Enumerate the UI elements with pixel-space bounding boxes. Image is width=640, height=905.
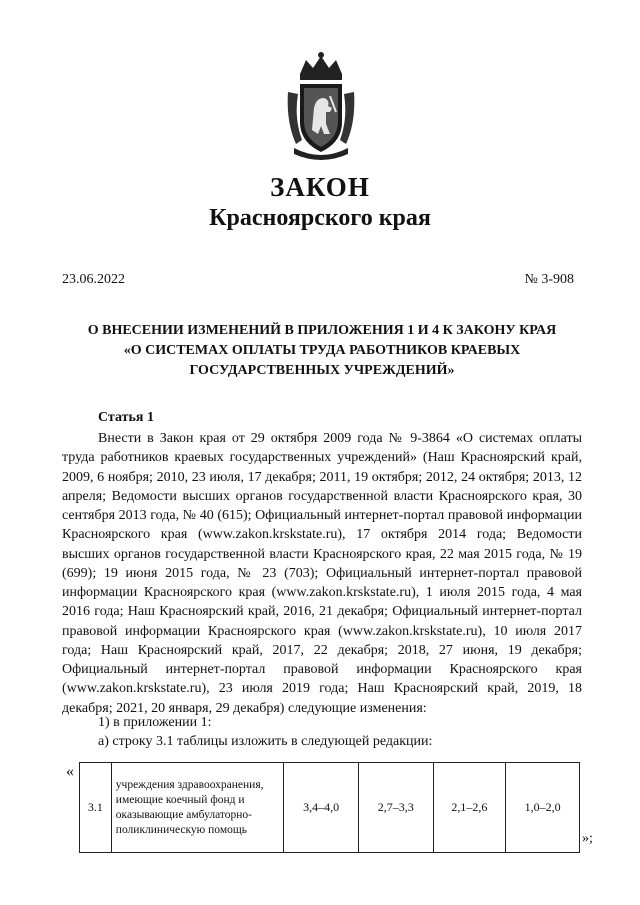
article-body (62, 429, 582, 718)
law-number: № 3-908 (524, 272, 574, 287)
law-title: ЗАКОН (270, 172, 370, 202)
row-value-3: 2,1–2,6 (433, 763, 506, 853)
rates-table (79, 762, 580, 853)
row-value-1: 3,4–4,0 (284, 763, 359, 853)
law-region-title: Красноярского края (209, 205, 431, 231)
list-item-1: 1) в приложении 1: (98, 715, 212, 730)
article-title: Статья 1 (98, 410, 154, 425)
row-description: учреждения здравоохранения, имеющие коечный фонд и оказывающие амбулаторно-поликлиническую помощь (111, 763, 284, 853)
law-heading (64, 321, 580, 381)
coat-of-arms-emblem (286, 52, 356, 162)
quote-close: »; (582, 831, 593, 846)
row-value-4: 1,0–2,0 (506, 763, 580, 853)
heading-line-3: ГОСУДАРСТВЕННЫХ УЧРЕЖДЕНИЙ» (189, 363, 455, 378)
table-row (80, 763, 580, 853)
list-item-a: а) строку 3.1 таблицы изложить в следующей редакции: (98, 734, 433, 749)
row-number: 3.1 (80, 763, 112, 853)
law-date: 23.06.2022 (62, 272, 125, 287)
article-paragraph: Внести в Закон края от 29 октября 2009 года № 9-3864 «О системах оплаты труда работников краевых государственных учреждений» (Наш Красноярский край, 2009, 6 ноября; 2010, 23 июля, 17 декабря; 2011, 19 октября; 2012, 24 октября; 2013, 12 апреля; Ведомости высших органов государственной власти Красноярского края, 30 сентября 2013 года, № 40 (615); Официальный интернет-портал правовой информации Красноярского края (www.zakon.krskstate.ru), 17 октября 2014 года; Ведомости высших органов государственной власти Красноярского края, 22 мая 2015 года, № 19 (699); 19 июня 2015 года, № 23 (703); Официальный интернет-портал правовой информации Красноярского края (www.zakon.krskstate.ru), 1 июля 2015 года, 4 мая 2016 года; Наш Красноярский край, 2016, 21 декабря; Официальный интернет-портал правовой информации Красноярского края (www.zakon.krskstate.ru), 10 июля 2017 года; Наш Красноярский край, 2017, 22 декабря; 2018, 27 июня, 19 декабря; Официальный интернет-портал правовой информации Красноярского края (www.zakon.krskstate.ru), 23 июля 2019 года; Наш Красноярский край, 2019, 18 декабря; 2021, 20 января, 29 декабря) следующие изменения: (62, 431, 582, 716)
quote-open: « (66, 763, 74, 780)
row-value-2: 2,7–3,3 (358, 763, 433, 853)
heading-line-2: «О СИСТЕМАХ ОПЛАТЫ ТРУДА РАБОТНИКОВ КРАЕВЫХ (123, 343, 521, 358)
heading-line-1: О ВНЕСЕНИИ ИЗМЕНЕНИЙ В ПРИЛОЖЕНИЯ 1 И 4 К ЗАКОНУ КРАЯ (87, 323, 557, 338)
